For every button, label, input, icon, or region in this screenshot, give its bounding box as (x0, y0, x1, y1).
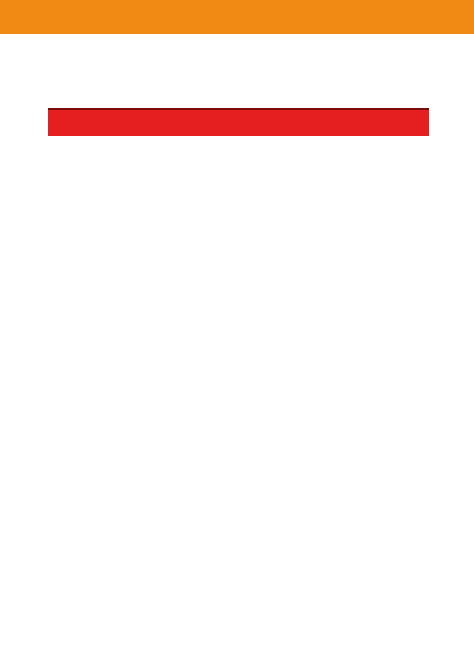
page-title (48, 108, 429, 136)
